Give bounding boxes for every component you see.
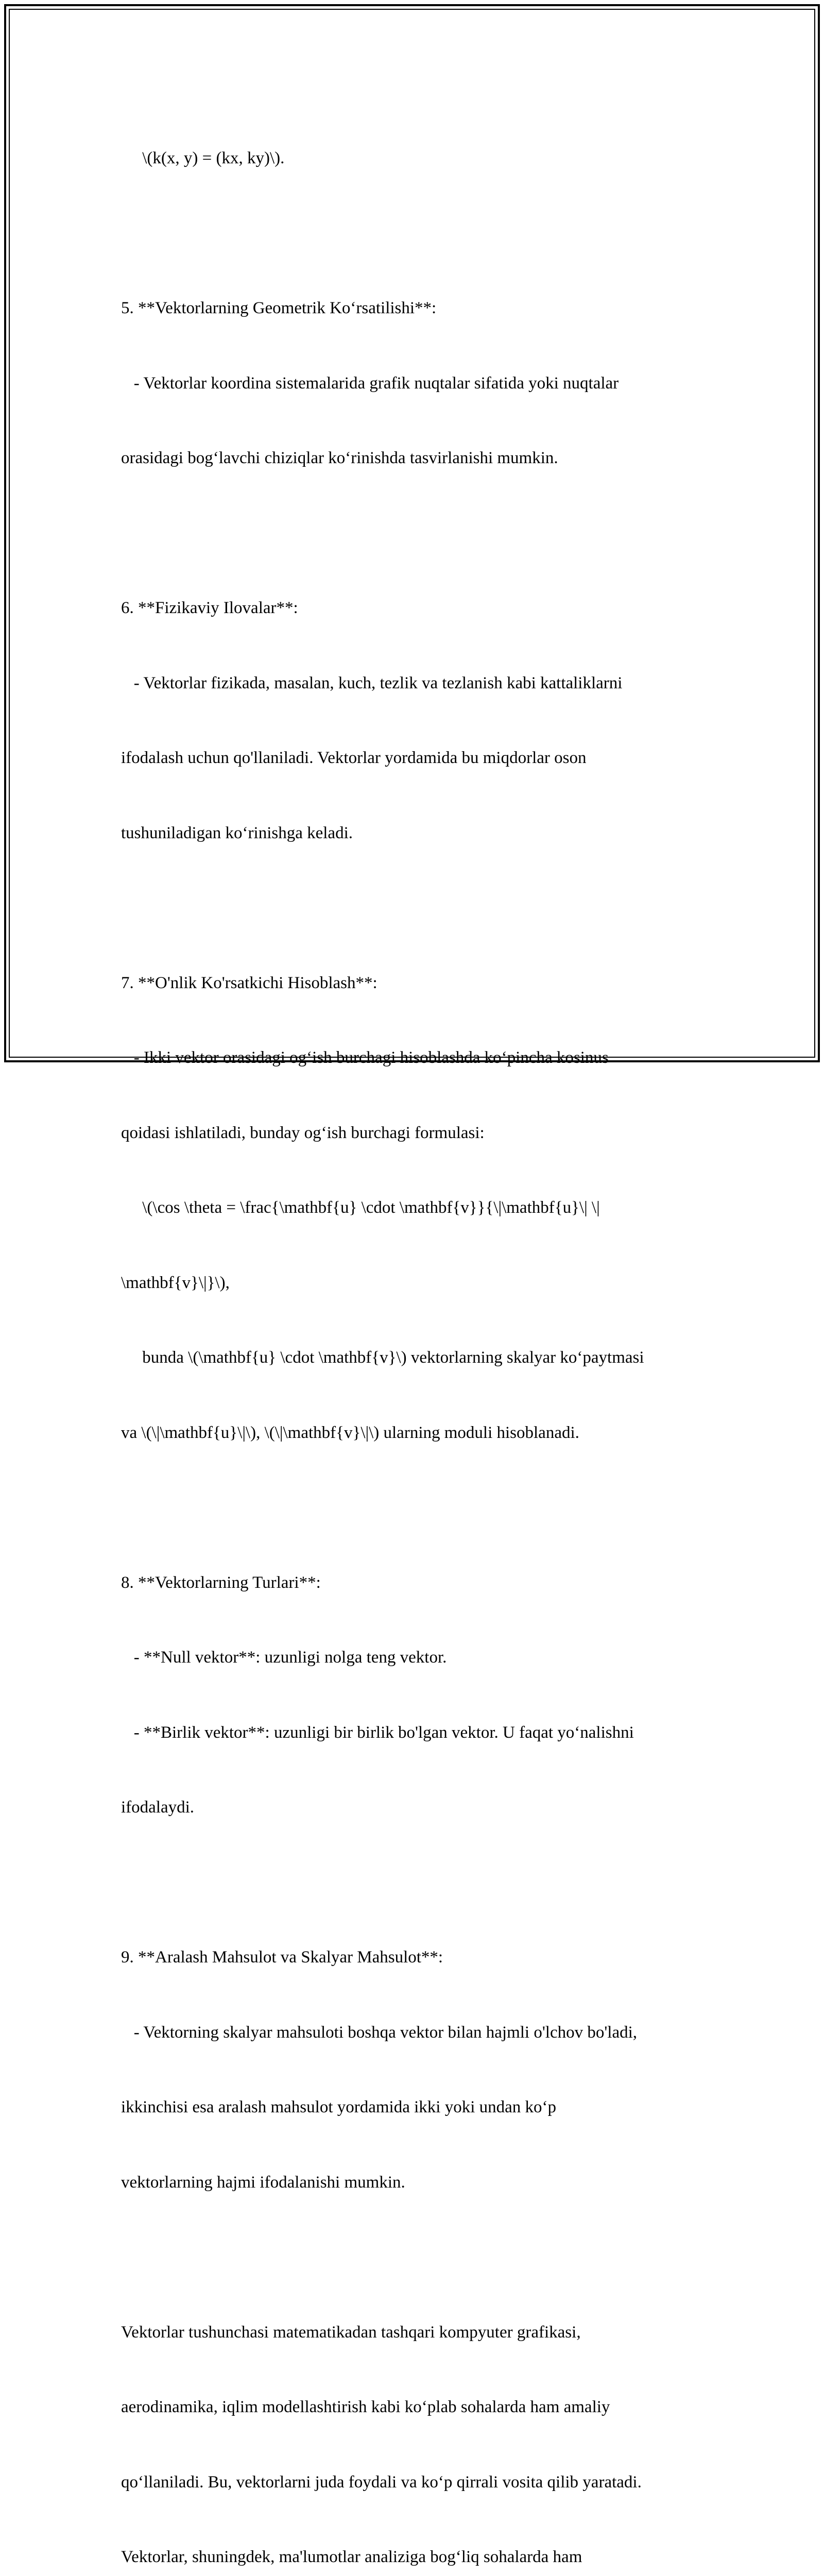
paragraph-line: aerodinamika, iqlim modellashtirish kabi ko‘plab sohalarda ham amaliy [121,2398,610,2416]
formula-line: \mathbf{v}\|}\), [121,1273,230,1292]
text-line: orasidagi bog‘lavchi chiziqlar ko‘rinishda tasvirlanishi mumkin. [121,449,558,467]
text-line: ikkinchisi esa aralash mahsulot yordamida ikki yoki undan ko‘p [121,2098,556,2116]
text-line: bunda \(\mathbf{u} \cdot \mathbf{v}\) vektorlarning skalyar ko‘paytmasi [121,1348,644,1367]
blank-line [121,221,708,246]
blank-line [121,895,708,921]
section-heading: 9. **Aralash Mahsulot va Skalyar Mahsulot**: [121,1948,443,1967]
text-line: tushuniladigan ko‘rinishga keladi. [121,823,353,842]
text-line: - Vektorlar koordina sistemalarida grafik nuqtalar sifatida yoki nuqtalar [121,374,619,393]
paragraph-line: qo‘llaniladi. Bu, vektorlarni juda foydali va ko‘p qirrali vosita qilib yaratadi. [121,2472,642,2492]
text-line: qoidasi ishlatiladi, bunday og‘ish burchagi formulasi: [121,1123,485,1142]
paragraph-line: Vektorlar tushunchasi matematikadan tashqari kompyuter grafikasi, [121,2323,581,2342]
text-line: ifodalaydi. [121,1798,195,1817]
section-heading: 8. **Vektorlarning Turlari**: [121,1573,321,1592]
section-heading: 6. **Fizikaviy Ilovalar**: [121,599,298,617]
paragraph-line: Vektorlar, shuningdek, ma'lumotlar analiziga bog‘liq sohalarda ham [121,2548,582,2566]
text-line: \(k(x, y) = (kx, ky)\). [121,149,285,167]
section-heading: 7. **O'nlik Ko'rsatkichi Hisoblash**: [121,973,377,992]
text-line: - Vektorning skalyar mahsuloti boshqa vektor bilan hajmli o'lchov bo'ladi, [121,2023,638,2042]
blank-line [121,1870,708,1895]
section-heading: 5. **Vektorlarning Geometrik Ko‘rsatilishi**: [121,299,437,317]
text-line: va \(\|\mathbf{u}\|\), \(\|\mathbf{v}\|\) ularning moduli hisoblanadi. [121,1423,579,1442]
text-line: - Ikki vektor orasidagi og‘ish burchagi hisoblashda ko‘pincha kosinus [121,1048,609,1067]
text-line: - **Birlik vektor**: uzunligi bir birlik bo'lgan vektor. U faqat yo‘nalishni [121,1723,634,1742]
text-line: ifodalash uchun qo'llaniladi. Vektorlar yordamida bu miqdorlar oson [121,749,587,767]
blank-line [121,2245,708,2270]
blank-line [121,521,708,546]
text-line: vektorlarning hajmi ifodalanishi mumkin. [121,2173,405,2192]
text-line: - Vektorlar fizikada, masalan, kuch, tezlik va tezlanish kabi kattaliklarni [121,673,623,692]
blank-line [121,1495,708,1520]
text-line: - **Null vektor**: uzunligi nolga teng vektor. [121,1648,447,1667]
formula-line: \(\cos \theta = \frac{\mathbf{u} \cdot \mathbf{v}}{\|\mathbf{u}\| \| [121,1198,600,1217]
document-body [121,96,708,2576]
